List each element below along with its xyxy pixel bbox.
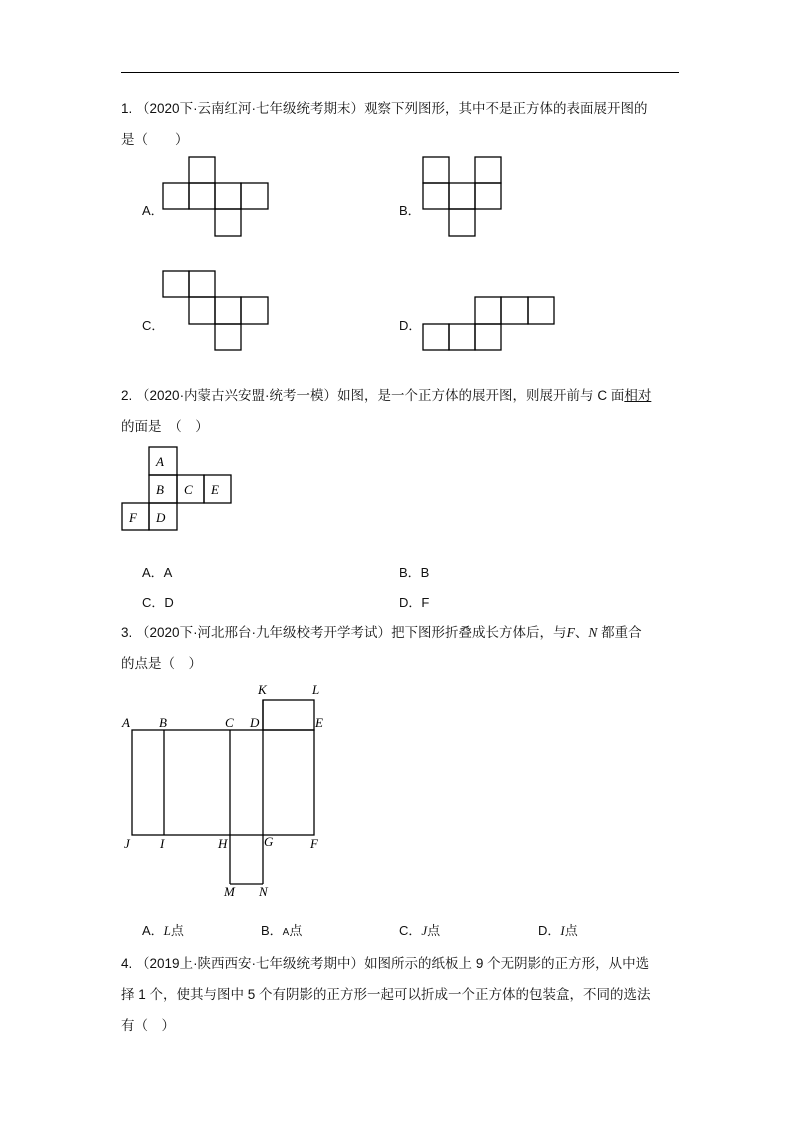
question-2-source: （2020·内蒙古兴安盟·统考一模） xyxy=(136,388,338,403)
q3-option-a[interactable] xyxy=(142,923,184,939)
q3-option-c-var: J xyxy=(421,923,428,938)
question-2-underlined-word: 相对 xyxy=(624,388,652,403)
q3-option-c-suffix: 点 xyxy=(427,923,441,938)
q3-option-b-var: A xyxy=(282,927,290,938)
q1-option-b[interactable]: B． xyxy=(399,203,421,218)
q1-option-d[interactable]: D． xyxy=(399,318,422,333)
q3-option-c[interactable] xyxy=(399,923,440,939)
q3-option-b-suffix: 点 xyxy=(289,923,303,938)
question-3-var-f: F xyxy=(566,625,575,640)
question-4-line-1 xyxy=(121,955,649,973)
q3-point-a: A xyxy=(122,715,130,730)
q3-option-b-prefix: B． xyxy=(261,923,283,938)
q2-face-c-label: C xyxy=(184,482,193,497)
q1-net-d xyxy=(423,297,554,350)
question-1-source: （2020下·云南红河·七年级统考期末） xyxy=(136,101,365,116)
q3-point-h: H xyxy=(218,836,228,851)
question-3-line-1 xyxy=(121,624,642,642)
question-4-source: （2019上·陕西西安·七年级统考期中） xyxy=(136,956,365,971)
q3-point-j: J xyxy=(124,836,130,851)
q1-option-c[interactable]: C． xyxy=(142,318,165,333)
q1-net-b xyxy=(423,157,501,236)
q2-face-b-label: B xyxy=(156,482,164,497)
q3-option-d-suffix: 点 xyxy=(564,923,578,938)
q2-face-d-label: D xyxy=(156,510,166,525)
q3-option-a-suffix: 点 xyxy=(170,923,184,938)
question-3-source: （2020下·河北邢台·九年级校考开学考试） xyxy=(136,625,392,640)
q3-point-n: N xyxy=(259,884,268,899)
q3-cuboid-net xyxy=(121,682,323,899)
q3-option-c-prefix: C． xyxy=(399,923,422,938)
q2-face-f-label: F xyxy=(129,510,137,525)
question-2-line-1 xyxy=(121,387,651,405)
question-4-number: 4. xyxy=(121,956,133,971)
q2-face-a-label: A xyxy=(156,454,164,469)
q2-option-a[interactable]: A．A xyxy=(142,565,173,580)
question-3-stem-end: 都重合 xyxy=(601,625,642,640)
q3-point-d: D xyxy=(250,715,260,730)
question-3-number: 3. xyxy=(121,625,133,640)
question-3-line-2: 的点是（ ） xyxy=(121,656,202,671)
q3-option-d-prefix: D． xyxy=(538,923,561,938)
q3-point-m: M xyxy=(224,884,235,899)
question-4-line-2: 择 1 个，使其与图中 5 个有阴影的正方形一起可以折成一个正方体的包装盒，不同的选法 xyxy=(121,987,651,1002)
q3-point-k: K xyxy=(258,682,267,697)
q1-net-c xyxy=(163,271,268,350)
q3-point-f: F xyxy=(310,836,318,851)
q3-option-a-var: L xyxy=(163,923,171,938)
q2-option-b[interactable]: B．B xyxy=(399,565,430,580)
q3-option-a-prefix: A． xyxy=(142,923,164,938)
q2-option-d[interactable]: D．F xyxy=(399,595,430,610)
question-1-number: 1. xyxy=(121,101,133,116)
q3-point-b: B xyxy=(159,715,167,730)
q3-point-c: C xyxy=(225,715,234,730)
q3-point-i: I xyxy=(160,836,165,851)
question-2-number: 2. xyxy=(121,388,133,403)
q3-point-l: L xyxy=(312,682,320,697)
question-2-line-2: 的面是 （ ） xyxy=(121,419,209,434)
q3-option-b[interactable] xyxy=(261,923,302,941)
q1-option-a[interactable]: A． xyxy=(142,203,164,218)
q2-cube-net xyxy=(122,447,231,530)
question-1-stem: 观察下列图形，其中不是正方体的表面展开图的 xyxy=(364,101,648,116)
question-1-line-2: 是（ ） xyxy=(121,132,189,147)
q1-net-a xyxy=(163,157,268,236)
q2-option-c[interactable]: C．D xyxy=(142,595,174,610)
question-3-separator: 、 xyxy=(574,625,589,640)
question-4-line-3: 有（ ） xyxy=(121,1018,175,1033)
q2-face-e-label: E xyxy=(211,482,219,497)
q3-option-d-var: I xyxy=(560,923,565,938)
question-2-stem: 如图，是一个正方体的展开图，则展开前与 C 面 xyxy=(337,388,625,403)
q3-option-d[interactable] xyxy=(538,923,578,939)
q3-point-g: G xyxy=(264,834,274,849)
question-3-var-n: N xyxy=(588,625,598,640)
question-3-stem: 把下图形折叠成长方体后，与 xyxy=(391,625,567,640)
question-4-stem: 如图所示的纸板上 9 个无阴影的正方形，从中选 xyxy=(364,956,650,971)
q3-point-e: E xyxy=(315,715,323,730)
